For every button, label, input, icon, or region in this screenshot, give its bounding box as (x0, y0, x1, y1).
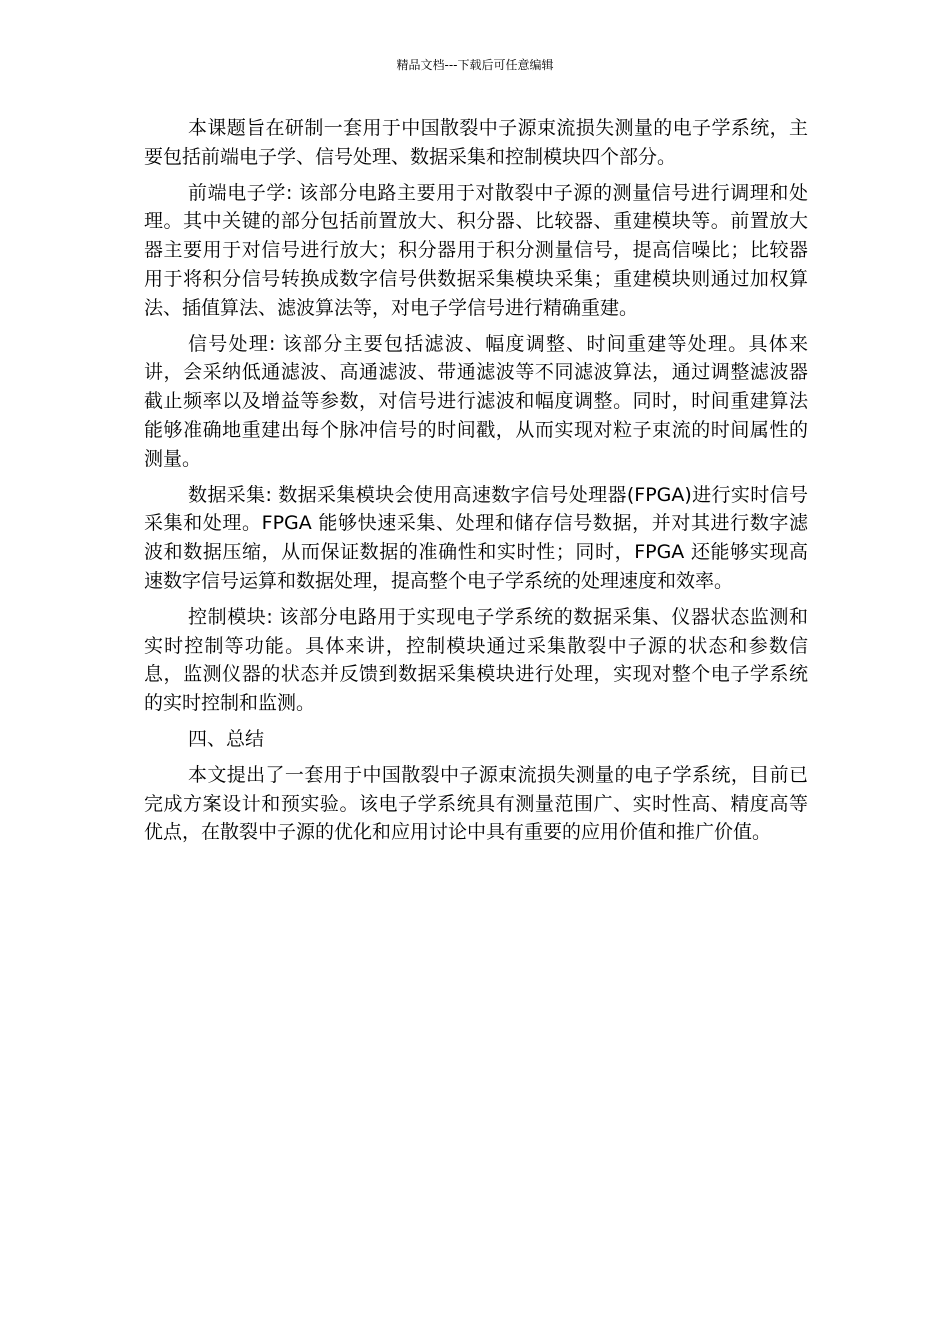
paragraph-intro: 本课题旨在研制一套用于中国散裂中子源束流损失测量的电子学系统，主要包括前端电子学、信号处理、数据采集和控制模块四个部分。 (144, 117, 808, 168)
paragraph-front-end-electronics: 前端电子学: 该部分电路主要用于对散裂中子源的测量信号进行调理和处理。其中关键的部分包括前置放大、积分器、比较器、重建模块等。前置放大器主要用于对信号进行放大；积分器用于积分测量信号，提高信噪比；比较器用于将积分信号转换成数字信号供数据采集模块采集；重建模块则通过加权算法、插值算法、滤波算法等，对电子学信号进行精确重建。 (144, 181, 808, 319)
section-heading-summary: 四、总结 (188, 727, 265, 750)
paragraph-summary: 本文提出了一套用于中国散裂中子源束流损失测量的电子学系统，目前已完成方案设计和预实验。该电子学系统具有测量范围广、实时性高、精度高等优点，在散裂中子源的优化和应用讨论中具有重要的应用价值和推广价值。 (144, 763, 808, 844)
paragraph-control-module: 控制模块: 该部分电路用于实现电子学系统的数据采集、仪器状态监测和实时控制等功能。具体来讲，控制模块通过采集散裂中子源的状态和参数信息，监测仪器的状态并反馈到数据采集模块进行处理，实现对整个电子学系统的实时控制和监测。 (144, 605, 808, 715)
page-header: 精品文档---下载后可任意编辑 (396, 58, 554, 72)
paragraph-signal-processing: 信号处理: 该部分主要包括滤波、幅度调整、时间重建等处理。具体来讲，会采纳低通滤波、高通滤波、带通滤波等不同滤波算法，通过调整滤波器截止频率以及增益等参数，对信号进行滤波和幅度调整。同时，时间重建算法能够准确地重建出每个脉冲信号的时间戳，从而实现对粒子束流的时间属性的测量。 (144, 332, 808, 470)
paragraph-data-acquisition: 数据采集: 数据采集模块会使用高速数字信号处理器(FPGA)进行实时信号采集和处理。FPGA 能够快速采集、处理和储存信号数据，并对其进行数字滤波和数据压缩，从而保证数据的准确性和实时性；同时，FPGA 还能够实现高速数字信号运算和数据处理，提高整个电子学系统的处理速度和效率。 (144, 483, 808, 592)
document-body (144, 114, 808, 854)
